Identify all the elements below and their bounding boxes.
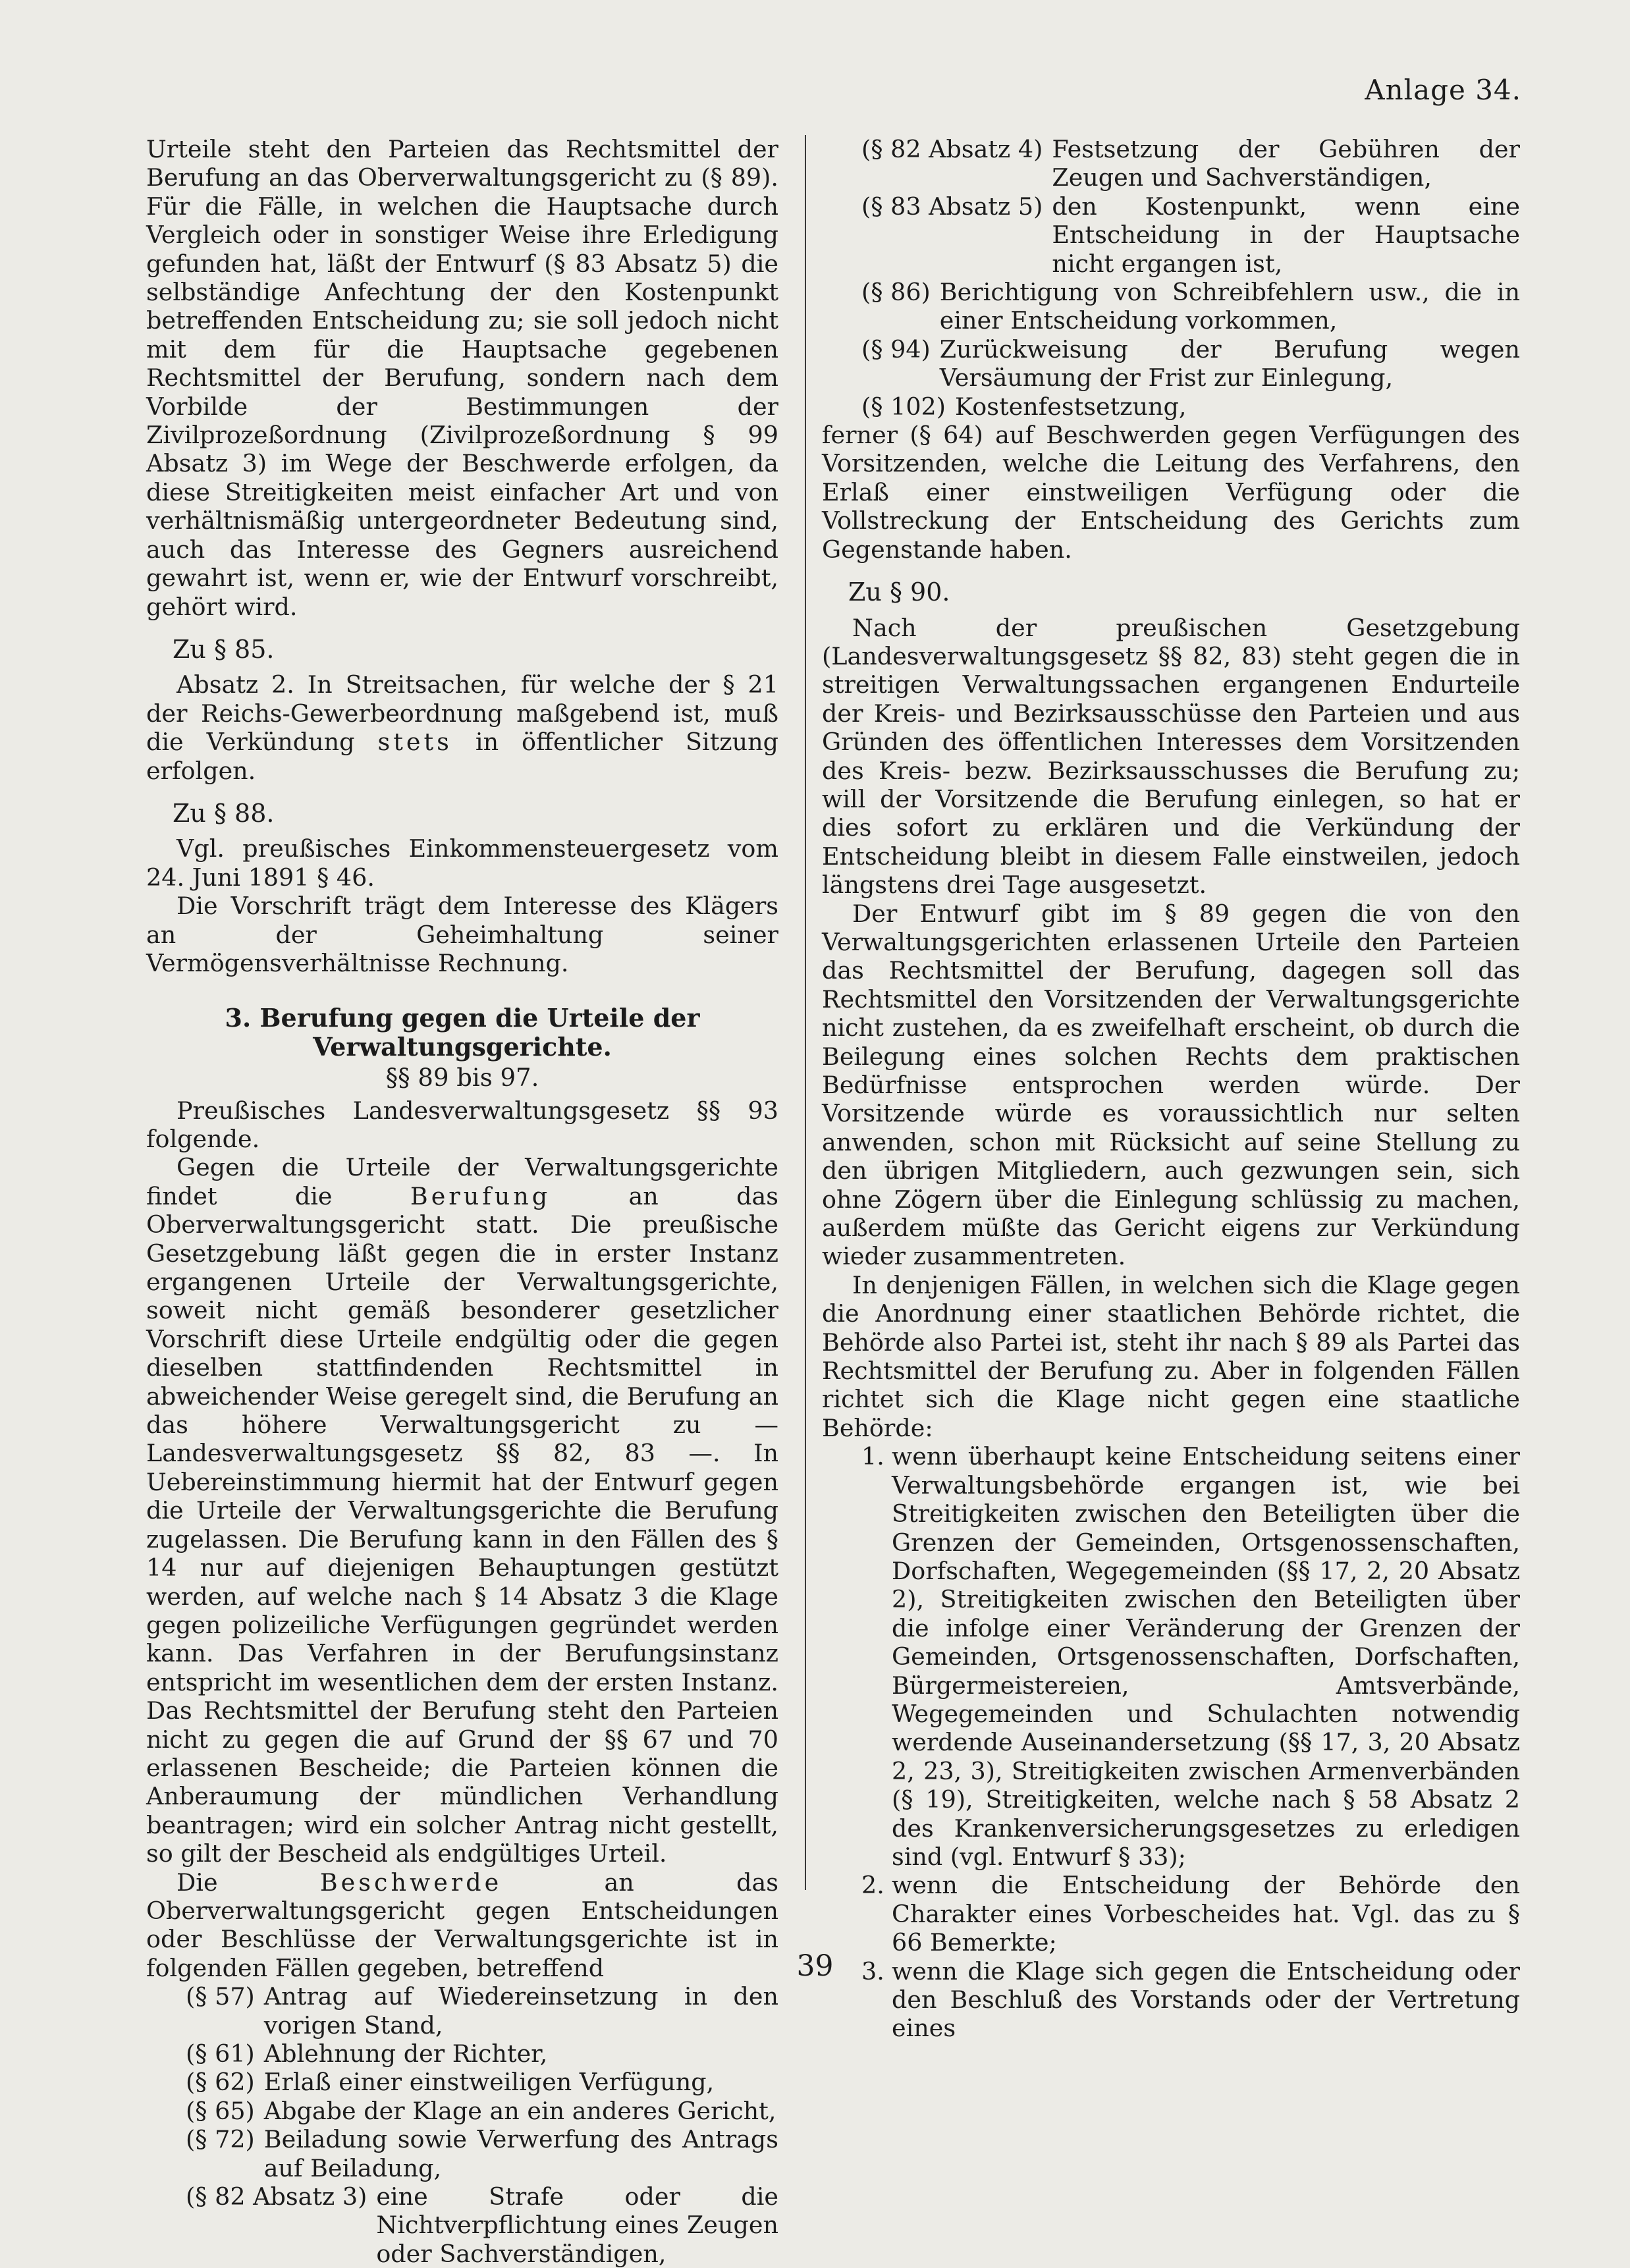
list-item bbox=[146, 2182, 778, 2268]
paragraph-ferner: ferner (§ 64) auf Beschwerden gegen Verfügungen des Vorsitzenden, welche die Leitung des Verfahrens, den Erlaß einer einstweiligen Verfügung oder die Vollstreckung der Entscheidung des Gerichts zum Gegenstande haben. bbox=[822, 421, 1520, 564]
list-item bbox=[146, 2097, 778, 2125]
list-item bbox=[822, 335, 1520, 392]
list-text: den Kostenpunkt, wenn eine Entscheidung in der Hauptsache nicht ergangen ist, bbox=[1052, 192, 1520, 278]
text-span: Absatz 2. In Streitsachen, für welche der § 21 der Reichs-Gewerbeordnung maßgebend ist, muß die Verkündung bbox=[146, 670, 778, 757]
list-item bbox=[822, 1442, 1520, 1871]
list-ref: (§ 86) bbox=[861, 278, 931, 307]
list-text: eine Strafe oder die Nichtverpflichtung eines Zeugen oder Sachverständigen, bbox=[376, 2182, 778, 2268]
list-text: Festsetzung der Gebühren der Zeugen und Sachverständigen, bbox=[1052, 135, 1520, 192]
text-span: Die bbox=[177, 1868, 218, 1897]
list-number: 1. bbox=[861, 1442, 884, 1471]
list-text: wenn überhaupt keine Entscheidung seitens einer Verwaltungsbehörde ergangen ist, wie bei Streitigkeiten zwischen den Beteiligten über die Grenzen der Gemeinden, Ortsgenossenschaften, Dorfschaften, Wegegemeinden (§§ 17, 2, 20 Absatz 2), Streitigkeiten zwischen den Beteiligten über die infolge einer Veränderung der Grenzen der Gemeinden, Ortsgenossenschaften, Dorfschaften, Bürgermeistereien, Amtsverbände, Wegegemeinden und Schulachten notwendig werdende Auseinandersetzung (§§ 17, 3, 20 Absatz 2, 23, 3), Streitigkeiten zwischen Armenverbänden (§ 19), Streitigkeiten, welche nach § 58 Absatz 2 des Krankenversicherungsgesetzes zu erledigen sind (vgl. Entwurf § 33); bbox=[892, 1442, 1520, 1871]
list-ref: (§ 94) bbox=[861, 335, 931, 364]
text-span: an das Oberverwaltungsgericht statt. Die preußische Gesetzgebung läßt gegen die in erster Instanz ergangenen Urteile der Verwaltungsgerichte, soweit nicht gemäß besonderer gesetzlicher Vorschrift diese Urteile endgültig oder die gegen dieselben stattfindenden Rechtsmittel in abweichender Weise geregelt sind, die Berufung an das höhere Verwaltungsgericht zu — Landesverwaltungsgesetz §§ 82, 83 —. In Uebereinstimmung hiermit hat der Entwurf gegen die Urteile der Verwaltungsgerichte die Berufung zugelassen. Die Berufung kann in den Fällen des § 14 nur auf diejenigen Behauptungen gestützt werden, auf welche nach § 14 Absatz 3 die Klage gegen polizeiliche Verfügungen gegründet werden kann. Das Verfahren in der Berufungsinstanz entspricht im wesentlichen dem der ersten Instanz. Das Rechtsmittel der Berufung steht den Parteien nicht zu gegen die auf Grund der §§ 67 und 70 erlassenen Bescheide; die Parteien können die Anberaumung der mündlichen Verhandlung beantragen; wird ein solcher Antrag nicht gestellt, so gilt der Bescheid als endgültiges Urteil. bbox=[146, 1181, 779, 1868]
list-text: Zurückweisung der Berufung wegen Versäumung der Frist zur Einlegung, bbox=[939, 335, 1520, 392]
right-column bbox=[822, 135, 1520, 2043]
list-ref: (§ 102) bbox=[861, 392, 946, 421]
list-number: 3. bbox=[861, 1957, 884, 1985]
list-text: Berichtigung von Schreibfehlern usw., die in einer Entscheidung vorkommen, bbox=[939, 278, 1520, 335]
list-ref: (§ 62) bbox=[186, 2068, 255, 2097]
section-heading-88: Zu § 88. bbox=[173, 798, 275, 828]
paragraph-90-1: Nach der preußischen Gesetzgebung (Landesverwaltungsgesetz §§ 82, 83) steht gegen die in streitigen Verwaltungssachen ergangenen Endurteile der Kreis- und Bezirksausschüsse den Parteien und aus Gründen des öffentlichen Interesses dem Vorsitzenden des Kreis- bezw. Bezirksausschusses die Berufung zu; will der Vorsitzende die Berufung einlegen, so hat er dies sofort zu erklären und die Verkündung der Entscheidung bleibt in diesem Falle einstweilen, jedoch längstens drei Tage ausgesetzt. bbox=[822, 613, 1520, 900]
list-ref: (§ 57) bbox=[186, 1982, 255, 2011]
list-text: Ablehnung der Richter, bbox=[263, 2039, 548, 2068]
paragraph-continued: Urteile steht den Parteien das Rechtsmittel der Berufung an das Oberverwaltungsgericht zu (§ 89). Für die Fälle, in welchen die Hauptsache durch Vergleich oder in sonstiger Weise ihre Erledigung gefunden hat, läßt der Entwurf (§ 83 Absatz 5) die selbständige Anfechtung der den Kostenpunkt betreffenden Entscheidung zu; sie soll jedoch nicht mit dem für die Hauptsache gegebenen Rechtsmittel der Berufung, sondern nach dem Vorbilde der Bestimmungen der Zivilprozeßordnung (Zivilprozeßordnung § 99 Absatz 3) im Wege der Beschwerde erfolgen, da diese Streitigkeiten meist einfacher Art und von verhältnismäßig untergeordneter Bedeutung sind, auch das Interesse des Gegners ausreichend gewahrt ist, wenn er, wie der Entwurf vorschreibt, gehört wird. bbox=[146, 135, 778, 621]
paragraph-88-1: Vgl. preußisches Einkommensteuergesetz vom 24. Juni 1891 § 46. bbox=[146, 834, 778, 892]
list-number: 2. bbox=[861, 1871, 884, 1900]
reference-list-left bbox=[146, 1982, 778, 2268]
paragraph-88-2: Die Vorschrift trägt dem Interesse des Klägers an der Geheimhaltung seiner Vermögensverhältnisse Rechnung. bbox=[146, 892, 778, 977]
text-span: in öffentlicher Sitzung erfolgen. bbox=[146, 728, 778, 785]
list-text: wenn die Klage sich gegen die Entscheidung oder den Beschluß des Vorstands oder der Vertretung eines bbox=[892, 1957, 1520, 2043]
text-span: Gegen die Urteile der Verwaltungsgerichte findet die bbox=[146, 1153, 778, 1210]
annex-label: Anlage 34. bbox=[1365, 74, 1521, 106]
list-ref: (§ 61) bbox=[186, 2039, 255, 2068]
column-divider bbox=[805, 135, 806, 1890]
list-text: Abgabe der Klage an ein anderes Gericht, bbox=[263, 2096, 776, 2125]
list-ref: (§ 65) bbox=[186, 2096, 255, 2125]
section-heading-85: Zu § 85. bbox=[173, 634, 275, 664]
list-item bbox=[822, 278, 1520, 335]
list-text: wenn die Entscheidung der Behörde den Charakter eines Vorbescheides hat. Vgl. das zu § 66 Bemerkte; bbox=[892, 1871, 1520, 1957]
chapter-subheading: §§ 89 bis 97. bbox=[385, 1064, 539, 1093]
list-ref: (§ 72) bbox=[186, 2125, 255, 2154]
left-column bbox=[146, 135, 778, 2268]
paragraph-90-2: Der Entwurf gibt im § 89 gegen die von den Verwaltungsgerichten erlassenen Urteile den Parteien das Rechtsmittel der Berufung, dagegen soll das Rechtsmittel den Vorsitzenden der Verwaltungsgerichte nicht zustehen, da es zweifelhaft erscheint, ob durch die Beilegung eines solchen Rechts dem praktischen Bedürfnisse entsprochen werden würde. Der Vorsitzende würde es voraussichtlich nur selten anwenden, schon mit Rücksicht auf seine Stellung zu den übrigen Mitgliedern, auch gezwungen sein, sich ohne Zögern über die Einlegung schlüssig zu machen, außerdem müßte das Gericht eigens zur Verkündung wieder zusammentreten. bbox=[822, 899, 1520, 1271]
chapter-heading: 3. Berufung gegen die Urteile der Verwaltungsgerichte. bbox=[225, 1003, 700, 1062]
emphasis-beschwerde: Beschwerde bbox=[319, 1868, 503, 1897]
list-item bbox=[822, 192, 1520, 278]
paragraph-89-2 bbox=[146, 1153, 778, 1868]
list-item bbox=[146, 1982, 778, 2039]
paragraph-85 bbox=[146, 670, 778, 785]
list-text: Antrag auf Wiedereinsetzung in den vorigen Stand, bbox=[263, 1982, 778, 2039]
list-item bbox=[146, 2068, 778, 2096]
list-ref: (§ 82 Absatz 4) bbox=[861, 135, 1043, 163]
list-item bbox=[822, 392, 1520, 421]
page-number: 39 bbox=[796, 1949, 834, 1983]
list-item bbox=[822, 1871, 1520, 1957]
paragraph-90-3: In denjenigen Fällen, in welchen sich die Klage gegen die Anordnung einer staatlichen Behörde richtet, die Behörde also Partei ist, steht ihr nach § 89 als Partei das Rechtsmittel der Berufung zu. Aber in folgenden Fällen richtet sich die Klage nicht gegen eine staatliche Behörde: bbox=[822, 1270, 1520, 1442]
list-item bbox=[146, 2039, 778, 2068]
list-text: Erlaß einer einstweiligen Verfügung, bbox=[263, 2068, 715, 2097]
emphasis-stets: stets bbox=[377, 728, 452, 757]
reference-list-right bbox=[822, 135, 1520, 421]
list-ref: (§ 83 Absatz 5) bbox=[861, 192, 1043, 221]
emphasis-berufung: Berufung bbox=[410, 1181, 551, 1210]
list-ref: (§ 82 Absatz 3) bbox=[186, 2182, 367, 2211]
text-span: an das Oberverwaltungsgericht gegen Entscheidungen oder Beschlüsse der Verwaltungsgerichte ist in folgenden Fällen gegeben, betreffend bbox=[146, 1868, 778, 1982]
list-text: Kostenfestsetzung, bbox=[955, 392, 1187, 421]
list-item bbox=[146, 2125, 778, 2182]
list-text: Beiladung sowie Verwerfung des Antrags auf Beiladung, bbox=[263, 2125, 778, 2182]
section-heading-90: Zu § 90. bbox=[848, 578, 950, 607]
list-item bbox=[822, 135, 1520, 192]
paragraph-89-1: Preußisches Landesverwaltungsgesetz §§ 93 folgende. bbox=[146, 1096, 778, 1153]
